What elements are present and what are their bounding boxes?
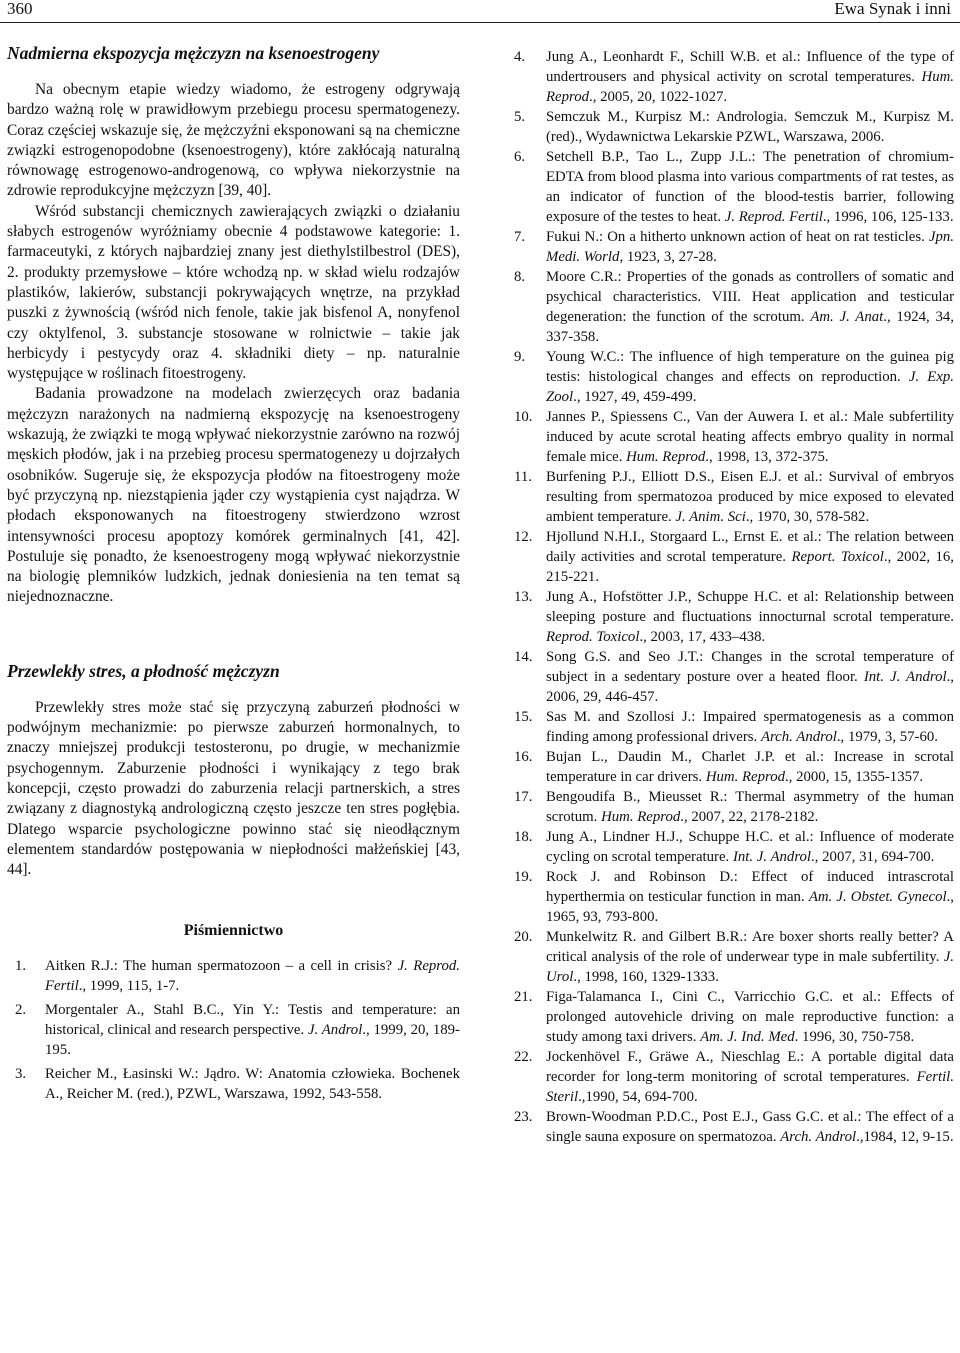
reference-citation: ., 1979, 3, 57-60.: [836, 729, 938, 745]
reference-number: 12.: [514, 529, 533, 545]
reference-number: 23.: [514, 1109, 533, 1125]
reference-journal: Am. J. Anat: [810, 309, 884, 325]
reference-text: Bengoudifa B., Mieusset R.: Thermal asymmetry of the human scrotum.: [546, 789, 954, 825]
reference-item: [508, 1047, 954, 1107]
reference-text: Aitken R.J.: The human spermatozoon – a cell in crisis?: [45, 958, 398, 975]
reference-text: Reicher M., Łasinski W.: Jądro. W: Anatomia człowieka. Bochenek A., Reicher M. (red.), PZWL, Warszawa, 1992, 543-558.: [45, 1066, 460, 1103]
reference-journal: Report. Toxicol: [791, 549, 884, 565]
reference-journal: Arch. Androl: [760, 729, 837, 745]
reference-item: [508, 647, 954, 707]
section-title-xenoestrogens: Nadmierna ekspozycja mężczyzn na ksenoestrogeny: [7, 43, 380, 63]
left-column: [7, 42, 460, 1108]
reference-number: 20.: [514, 929, 533, 945]
reference-text: Song G.S. and Seo J.T.: Changes in the scrotal temperature of subject in a sedentary posture over a heated floor.: [546, 649, 954, 685]
reference-journal: J. Androl: [307, 1022, 363, 1039]
reference-journal: J. Reprod. Fertil: [45, 958, 460, 995]
reference-journal: J. Anim. Sci: [675, 509, 746, 525]
running-header: [0, 0, 960, 23]
reference-text: Moore C.R.: Properties of the gonads as controllers of somatic and psychical characteristics. VIII. Heat application and testicular degeneration: the function of the scrotum.: [546, 269, 954, 325]
reference-text: Jung A., Leonhardt F., Schill W.B. et al.: Influence of the type of undertrousers and physical activity on scrotal temperatures.: [546, 49, 954, 85]
reference-item: [7, 1000, 460, 1060]
reference-text: Hjollund N.H.I., Storgaard L., Ernst E. et al.: The relation between daily activities and scrotal temperature.: [546, 529, 954, 565]
reference-item: [508, 707, 954, 747]
reference-citation: ., 2003, 17, 433–438.: [639, 629, 766, 645]
reference-journal: Hum. Reprod: [546, 69, 954, 105]
reference-item: [508, 267, 954, 347]
reference-text: Jung A., Lindner H.J., Schuppe H.C. et al.: Influence of moderate cycling on scrotal temperature.: [546, 829, 954, 865]
reference-item: [508, 827, 954, 867]
reference-item: [508, 747, 954, 787]
reference-journal: Jpn. Medi. World: [546, 229, 954, 265]
reference-number: 22.: [514, 1049, 533, 1065]
reference-citation: ., 1996, 106, 125-133.: [822, 209, 954, 225]
reference-citation: ., 1999, 20, 189-195.: [45, 1022, 460, 1059]
reference-citation: ., 2000, 15, 1355-1357.: [785, 769, 924, 785]
reference-item: [508, 927, 954, 987]
reference-text: Setchell B.P., Tao L., Zupp J.L.: The penetration of chromium-EDTA from blood plasma into various compartments of rat testes, as an indicator of function of the blood-testis barrier, following exposure of the testes to heat.: [546, 149, 954, 225]
reference-item: [508, 347, 954, 407]
reference-number: 1.: [15, 958, 27, 975]
reference-citation: ., 2005, 20, 1022-1027.: [589, 89, 728, 105]
reference-journal: Arch. Androl: [780, 1129, 857, 1145]
reference-journal: J. Urol: [546, 949, 954, 985]
reference-number: 7.: [514, 229, 526, 245]
paragraph: Badania prowadzone na modelach zwierzęcych oraz badania mężczyzn narażonych na nadmierną ekspozycję na ksenoestrogeny wskazują, że związki te mogą wpływać niekorzystnie zarówno na rozwój męskich płodów, jak i na przebieg procesu spermatogenezy u dojrzałych osobników. Sugeruje się, że ekspozycja płodów na fitoestrogeny może być przyczyną np. niezstąpienia jąder czy wystąpienia cyst najądrza. W płodach eksponowanych na fitoestrogeny stwierdzono wzrost intensywności procesu apoptozy komórek germinalnych [41, 42]. Postuluje się ponadto, że ksenoestrogeny mogą wpływać niekorzystnie na biologię plemników ludzkich, jednak doniesienia na ten temat są niejednoznaczne.: [7, 385, 460, 606]
reference-journal: Hum. Reprod: [705, 769, 785, 785]
reference-number: 6.: [514, 149, 526, 165]
reference-citation: .,1984, 12, 9-15.: [856, 1129, 954, 1145]
reference-text: Brown-Woodman P.D.C., Post E.J., Gass G.C. et al.: The effect of a single sauna exposure on spermatozoa.: [546, 1109, 954, 1145]
reference-citation: . 1996, 30, 750-758.: [794, 1029, 915, 1045]
reference-number: 16.: [514, 749, 533, 765]
reference-citation: ., 2007, 22, 2178-2182.: [680, 809, 819, 825]
reference-number: 13.: [514, 589, 533, 605]
reference-journal: Am. J. Obstet. Gynecol: [808, 889, 947, 905]
reference-citation: ., 1999, 115, 1-7.: [78, 978, 180, 995]
reference-text: Figa-Talamanca I., Cini C., Varricchio G.C. et al.: Effects of prolonged autovehicle driving on male reproductive function: a study among taxi drivers.: [546, 989, 954, 1045]
reference-text: Semczuk M., Kurpisz M.: Andrologia. Semczuk M., Kurpisz M. (red)., Wydawnictwa Lekarskie PZWL, Warszawa, 2006.: [546, 109, 954, 145]
reference-number: 8.: [514, 269, 526, 285]
reference-number: 4.: [514, 49, 526, 65]
reference-item: [508, 47, 954, 107]
reference-item: [7, 1064, 460, 1104]
reference-text: Jockenhövel F., Gräwe A., Nieschlag E.: A portable digital data recorder for long-term monitoring of scrotal temperatures.: [546, 1049, 954, 1085]
reference-journal: J. Exp. Zool: [546, 369, 955, 405]
right-column: [508, 47, 954, 1147]
reference-citation: ., 2002, 16, 215-221.: [546, 549, 954, 585]
reference-citation: ., 1970, 30, 578-582.: [745, 509, 870, 525]
reference-text: Munkelwitz R. and Gilbert B.R.: Are boxer shorts really better? A critical analysis of the role of underwear type in male subfertility.: [546, 929, 954, 965]
reference-citation: ., 2006, 29, 446-457.: [546, 669, 955, 705]
reference-number: 15.: [514, 709, 533, 725]
reference-citation: ., 1927, 49, 459-499.: [573, 389, 697, 405]
reference-journal: Int. J. Androl: [863, 669, 947, 685]
reference-journal: J. Reprod. Fertil: [724, 209, 823, 225]
reference-text: Morgentaler A., Stahl B.C., Yin Y.: Testis and temperature: an historical, clinical and research perspective.: [45, 1002, 460, 1039]
reference-number: 11.: [514, 469, 532, 485]
reference-item: [508, 467, 954, 527]
reference-number: 14.: [514, 649, 533, 665]
reference-citation: , 1923, 3, 27-28.: [619, 249, 717, 265]
paragraph: Na obecnym etapie wiedzy wiadomo, że estrogeny odgrywają bardzo ważną rolę w prawidłowym przebiegu procesu spermatogenezy. Coraz częściej wskazuje się, że mężczyźni eksponowani są na chemiczne związki estrogenopodobne (ksenoestrogeny), które zakłócają naturalną równowagę estrogenowo-androgenową, co wpływa niekorzystnie na zdrowie reprodukcyjne mężczyzn [39, 40].: [7, 81, 460, 200]
reference-citation: ., 1965, 93, 793-800.: [546, 889, 954, 925]
reference-journal: Reprod. Toxicol: [546, 629, 640, 645]
reference-item: [508, 407, 954, 467]
references-heading: Piśmiennictwo: [183, 922, 284, 940]
reference-journal: Am. J. Ind. Med: [700, 1029, 795, 1045]
reference-item: [508, 987, 954, 1047]
reference-item: [508, 1107, 954, 1147]
reference-journal: Hum. Reprod: [601, 809, 681, 825]
reference-journal: Int. J. Androl: [732, 849, 812, 865]
page-number: 360: [7, 0, 33, 18]
reference-item: [508, 787, 954, 827]
paragraph: Przewlekły stres może stać się przyczyną zaburzeń płodności w podwójnym mechanizmie: po pierwsze zaburzeń hormonalnych, to znaczy mniejszej produkcji testosteronu, po drugie, w mechanizmie psychogennym. Zaburzenie płodności i wynikający z tego brak koncepcji, często prowadzi do zaburzenia relacji partnerskich, a stres związany z diagnostyką andrologiczną często jeszcze ten stres pogłębia. Dlatego wsparcie psychologiczne powinno stać się nieodłącznym elementem standardów postępowania w niepłodności małżeńskiej [43, 44].: [7, 698, 460, 879]
reference-item: [508, 147, 954, 227]
reference-citation: ., 1998, 13, 372-375.: [705, 449, 829, 465]
reference-text: Fukui N.: On a hitherto unknown action of heat on rat testicles.: [546, 229, 929, 245]
reference-journal: Fertil. Steril: [546, 1069, 954, 1105]
reference-journal: Hum. Reprod: [626, 449, 706, 465]
reference-item: [508, 227, 954, 267]
paragraph: Wśród substancji chemicznych zawierających związki o działaniu słabych estrogenów wyróżniamy obecnie 4 podstawowe kategorie: 1. farmaceutyki, z których najbardziej znany jest diethylstilbestrol (DES), 2. produkty przemysłowe – które wchodzą np. w skład wielu rodzajów plastików, lakierów, substancji pokrywających wnętrze, na przykład puszki z żywnością (wśród nich fenole, takie jak bisfenol A, nonyfenol czy oktylfenol, 3. substancje stosowane w rolnictwie – takie jak herbicydy i pestycydy oraz 4. składniki diety – np. naturalnie występujące w roślinach fitoestrogeny.: [7, 202, 460, 383]
reference-number: 10.: [514, 409, 533, 425]
reference-item: [7, 956, 460, 996]
reference-citation: .,1990, 54, 694-700.: [578, 1089, 698, 1105]
reference-number: 18.: [514, 829, 533, 845]
reference-citation: ., 1998, 160, 1329-1333.: [573, 969, 719, 985]
reference-item: [508, 107, 954, 147]
reference-text: Bujan L., Daudin M., Charlet J.P. et al.: Increase in scrotal temperature in car drivers.: [546, 749, 954, 785]
reference-number: 9.: [514, 349, 526, 365]
reference-text: Sas M. and Szollosi J.: Impaired spermatogenesis as a common finding among professional drivers.: [546, 709, 954, 745]
reference-text: Burfening P.J., Elliott D.S., Eisen E.J. et al.: Survival of embryos resulting from spermatozoa produced by mice exposed to elevated ambient temperature.: [546, 469, 954, 525]
reference-text: Jung A., Hofstötter J.P., Schuppe H.C. et al: Relationship between sleeping posture and fluctuations innocturnal scrotal temperature.: [546, 589, 954, 625]
reference-text: Young W.C.: The influence of high temperature on the guinea pig testis: histological changes and effects on reproduction.: [546, 349, 954, 385]
reference-number: 21.: [514, 989, 533, 1005]
reference-number: 2.: [15, 1002, 27, 1019]
reference-citation: ., 1924, 34, 337-358.: [546, 309, 954, 345]
reference-list-left: [7, 956, 460, 1104]
reference-number: 3.: [15, 1066, 27, 1083]
reference-item: [508, 527, 954, 587]
reference-list-right: [508, 47, 954, 1147]
reference-item: [508, 867, 954, 927]
section-title-stress: Przewlekły stres, a płodność mężczyzn: [7, 660, 280, 681]
reference-text: Rock J. and Robinson D.: Effect of induced intrascrotal hyperthermia on testicular function in man.: [546, 869, 954, 905]
reference-text: Jannes P., Spiessens C., Van der Auwera I. et al.: Male subfertility induced by acute scrotal heating affects embryo quality in normal female mice.: [546, 409, 954, 465]
reference-number: 17.: [514, 789, 533, 805]
reference-citation: ., 2007, 31, 694-700.: [811, 849, 935, 865]
reference-item: [508, 587, 954, 647]
reference-number: 5.: [514, 109, 526, 125]
reference-number: 19.: [514, 869, 533, 885]
running-authors: Ewa Synak i inni: [834, 0, 951, 18]
